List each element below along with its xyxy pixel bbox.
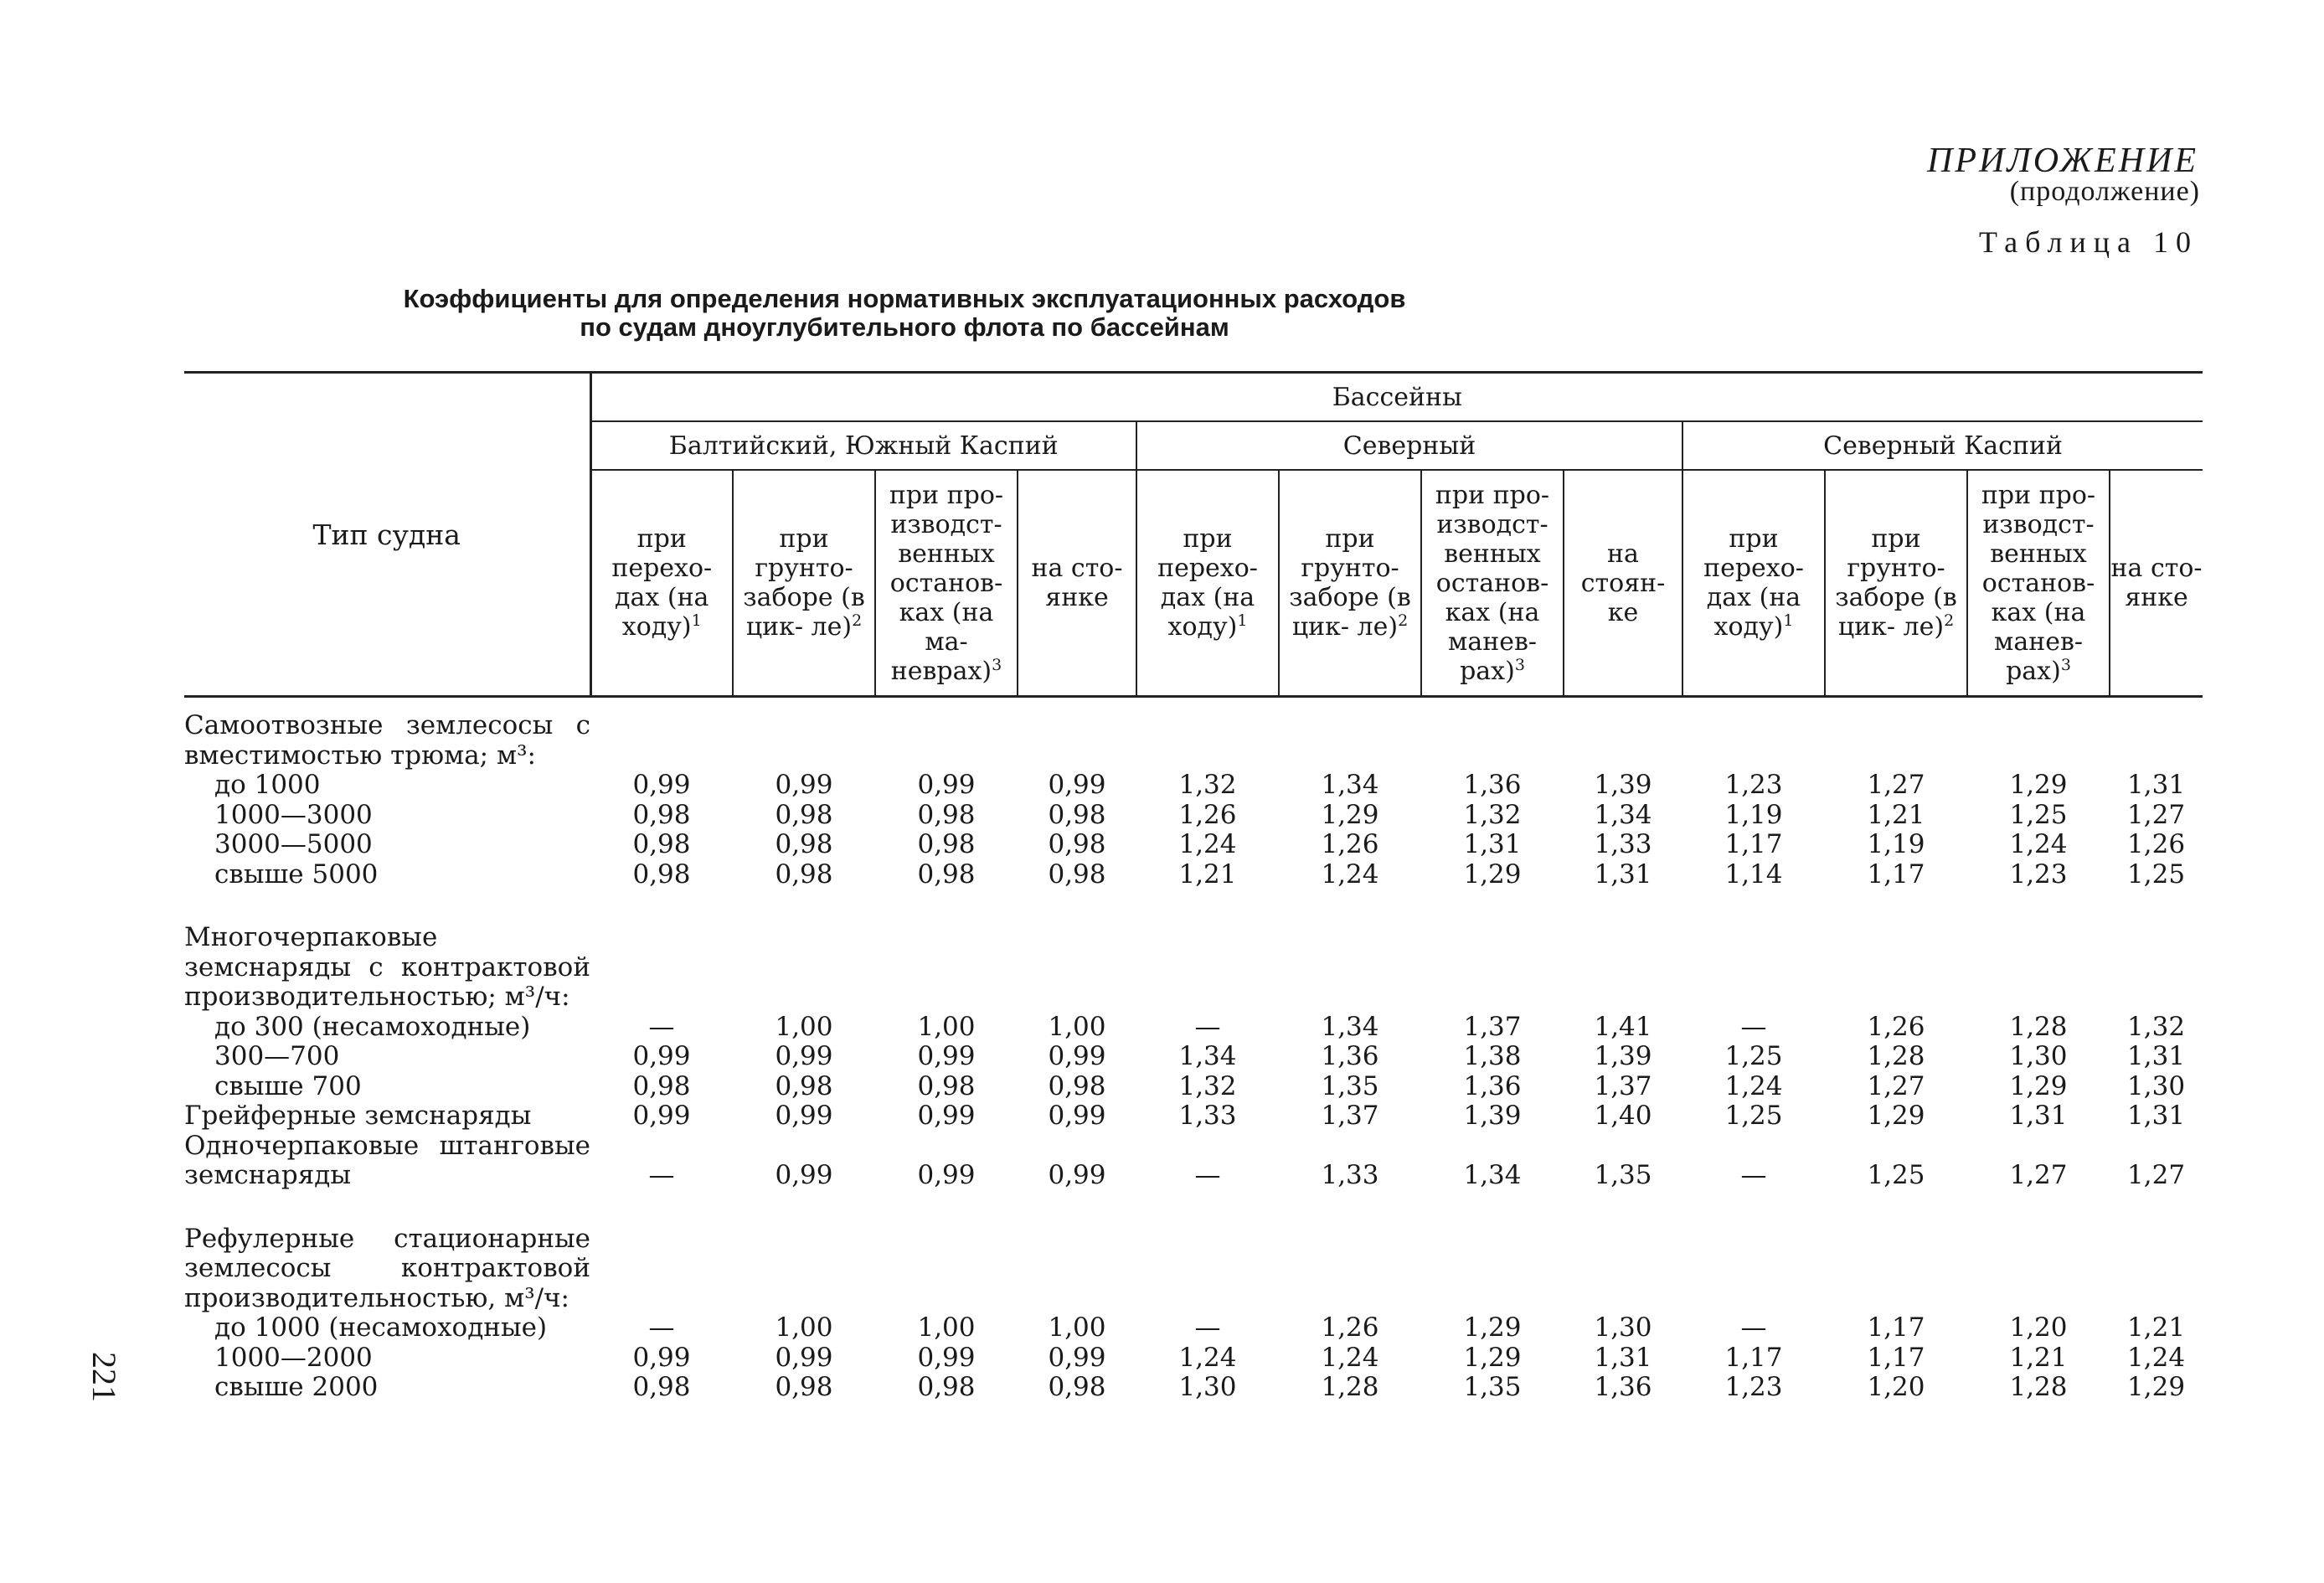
section-title: Самоотвозные землесосы с вместимостью трюма; м³: [184, 710, 590, 771]
value-cell: 1,21 [1867, 799, 1925, 830]
row-label: свыше 700 [214, 1070, 362, 1101]
row-label: 1000—3000 [214, 799, 373, 830]
subheader-g2-0 [1136, 470, 1279, 697]
value-cell: 1,37 [1594, 1070, 1652, 1101]
value-cell: 1,26 [1321, 1312, 1379, 1343]
value-cell: 1,32 [2127, 1011, 2186, 1042]
value-cell: 0,98 [917, 1070, 976, 1101]
value-cell: 1,00 [1048, 1011, 1106, 1042]
group-header-north: Северный [1136, 421, 1682, 470]
spacer-cell [184, 1191, 2203, 1225]
value-cell: 1,28 [1321, 1372, 1379, 1402]
value-cell: 1,17 [1867, 859, 1925, 889]
page-number: 221 [85, 1352, 123, 1402]
caption-line-2: по судам дноуглубительного флота по бассейнам [580, 312, 1229, 342]
value-cell: — [1740, 1312, 1767, 1343]
value-cell: 1,17 [1867, 1312, 1925, 1343]
value-cell: 0,98 [1048, 859, 1106, 889]
row-label: до 1000 [214, 770, 321, 800]
value-cell: 1,34 [1463, 1160, 1522, 1190]
value-cell: — [1194, 1312, 1221, 1343]
table-header [184, 373, 2203, 697]
value-cell: 1,21 [1178, 859, 1237, 889]
value-cell: 1,34 [1178, 1041, 1237, 1071]
row-label: до 300 (несамоходные) [214, 1011, 531, 1042]
appendix-title: ПРИЛОЖЕНИЕ [1927, 142, 2198, 180]
value-cell: 0,98 [917, 859, 976, 889]
value-cell: 1,24 [1321, 1342, 1379, 1373]
value-cell: 1,37 [1321, 1101, 1379, 1131]
value-cell: 0,99 [917, 1342, 976, 1373]
table-row [184, 1343, 2203, 1374]
value-cell: 1,32 [1463, 799, 1522, 830]
value-cell: 1,33 [1178, 1101, 1237, 1131]
value-cell: 1,30 [2009, 1041, 2068, 1071]
value-cell: 1,26 [1867, 1011, 1925, 1042]
value-cell: 1,26 [1178, 799, 1237, 830]
section-title-row [184, 711, 2203, 771]
subheader-g3-3 [2110, 470, 2203, 697]
value-cell: 1,33 [1594, 829, 1652, 859]
value-cell: 1,28 [2009, 1011, 2068, 1042]
value-cell: 0,98 [775, 859, 833, 889]
value-cell: — [1194, 1011, 1221, 1042]
value-cell: 1,27 [2127, 1160, 2186, 1190]
value-cell: 1,29 [1321, 799, 1379, 830]
footnote-marker: 1 [691, 611, 702, 630]
section-title-filler [590, 923, 2203, 1013]
value-cell: 1,17 [1724, 829, 1783, 859]
value-cell: 1,36 [1321, 1041, 1379, 1071]
row-label: Одночерпаковые штанговые земснаряды [184, 1130, 590, 1190]
value-cell: 0,98 [1048, 799, 1106, 830]
group-header-north-caspian: Северный Каспий [1682, 421, 2203, 470]
subheader-text: при перехо- дах (на ходу) [1157, 524, 1258, 642]
value-cell: 1,17 [1867, 1342, 1925, 1373]
caption-line-1: Коэффициенты для определения нормативных эксплуатационных расходов [403, 284, 1406, 313]
value-cell: 1,30 [1594, 1312, 1652, 1343]
value-cell: 0,99 [775, 1041, 833, 1071]
value-cell: 0,98 [632, 1372, 691, 1402]
subheader-g1-0 [590, 470, 733, 697]
value-cell: 1,27 [2127, 799, 2186, 830]
value-cell: 0,98 [775, 1070, 833, 1101]
value-cell: 1,24 [1178, 829, 1237, 859]
footnote-marker: 2 [1398, 611, 1409, 630]
value-cell: 0,98 [1048, 1070, 1106, 1101]
table-caption [184, 285, 1625, 342]
section-title-filler [590, 1225, 2203, 1314]
value-cell: 1,26 [2127, 829, 2186, 859]
value-cell: 1,20 [2009, 1312, 2068, 1343]
value-cell: 1,19 [1724, 799, 1783, 830]
value-cell: — [648, 1011, 675, 1042]
value-cell: 1,36 [1463, 770, 1522, 800]
footnote-marker: 2 [852, 611, 863, 630]
section-title-row [184, 923, 2203, 1013]
value-cell: 1,40 [1594, 1101, 1652, 1131]
value-cell: 1,29 [1463, 1312, 1522, 1343]
value-cell: 0,99 [1048, 1041, 1106, 1071]
group-header-baltic: Балтийский, Южный Каспий [590, 421, 1136, 470]
table-number: Таблица 10 [1979, 225, 2198, 259]
value-cell: 0,98 [632, 1070, 691, 1101]
value-cell: 0,98 [775, 1372, 833, 1402]
value-cell: 0,99 [917, 770, 976, 800]
table-row [184, 860, 2203, 890]
value-cell: 1,23 [1724, 1372, 1783, 1402]
row-label: Грейферные земснаряды [184, 1101, 532, 1131]
row-label: свыше 5000 [214, 859, 379, 889]
value-cell: — [1194, 1160, 1221, 1190]
subheader-g1-1 [733, 470, 875, 697]
section-title: Многочерпаковые земснаряды с контрактовой производительностью; м³/ч: [184, 922, 590, 1012]
value-cell: 1,24 [1724, 1070, 1783, 1101]
value-cell: 1,00 [775, 1312, 833, 1343]
footnote-marker: 3 [992, 655, 1002, 674]
table-row [184, 1072, 2203, 1102]
value-cell: 1,25 [2127, 859, 2186, 889]
value-cell: 1,19 [1867, 829, 1925, 859]
value-cell: 1,23 [1724, 770, 1783, 800]
subheader-g2-1 [1279, 470, 1421, 697]
row-label: до 1000 (несамоходные) [214, 1312, 548, 1343]
table-row [184, 1013, 2203, 1043]
value-cell: 0,99 [775, 770, 833, 800]
section-title: Рефулерные стационарные землесосы контрактовой производительностью, м³/ч: [184, 1223, 590, 1313]
subheader-text: при про- изводст- венных останов- ках (на ма- неврах) [889, 480, 1004, 686]
table-row [184, 801, 2203, 831]
subheader-text: при грунто- заборе (в цик- ле) [1289, 524, 1411, 642]
subheader-text: на сто- янке [1031, 554, 1123, 612]
value-cell: 1,29 [2009, 770, 2068, 800]
value-cell: 0,99 [632, 1041, 691, 1071]
value-cell: 0,98 [917, 1372, 976, 1402]
value-cell: 1,27 [1867, 1070, 1925, 1101]
spacer-cell [184, 697, 2203, 712]
value-cell: 1,35 [1463, 1372, 1522, 1402]
value-cell: 1,31 [2127, 1041, 2186, 1071]
value-cell: 0,99 [632, 770, 691, 800]
value-cell: — [648, 1312, 675, 1343]
section-title-row [184, 1225, 2203, 1314]
table-body [184, 697, 2203, 1403]
value-cell: 1,32 [1178, 1070, 1237, 1101]
value-cell: 1,00 [917, 1011, 976, 1042]
value-cell: 0,98 [917, 829, 976, 859]
value-cell: — [1740, 1011, 1767, 1042]
value-cell: 1,31 [2127, 1101, 2186, 1131]
footnote-marker: 1 [1237, 611, 1248, 630]
row-label: 3000—5000 [214, 829, 373, 859]
table-row [184, 1313, 2203, 1343]
value-cell: 0,98 [1048, 1372, 1106, 1402]
subheader-g3-1 [1825, 470, 1967, 697]
footnote-marker: 3 [1514, 655, 1525, 674]
subheader-text: при грунто- заборе (в цик- ле) [1835, 524, 1957, 642]
value-cell: 0,99 [775, 1342, 833, 1373]
value-cell: 1,00 [917, 1312, 976, 1343]
footnote-marker: 2 [1944, 611, 1955, 630]
value-cell: 1,21 [2009, 1342, 2068, 1373]
subheader-g3-0 [1682, 470, 1825, 697]
table-row [184, 830, 2203, 860]
value-cell: 1,31 [2009, 1101, 2068, 1131]
value-cell: 1,24 [1321, 859, 1379, 889]
table-row [184, 771, 2203, 801]
value-cell: 0,98 [632, 829, 691, 859]
value-cell: 1,37 [1463, 1011, 1522, 1042]
value-cell: 1,36 [1594, 1372, 1652, 1402]
value-cell: 0,99 [1048, 1342, 1106, 1373]
value-cell: 1,34 [1321, 770, 1379, 800]
table-row [184, 1132, 2203, 1191]
table-row [184, 1042, 2203, 1072]
value-cell: 1,24 [1178, 1342, 1237, 1373]
subheader-text: при про- изводст- венных останов- ках (на манев- рах) [1435, 480, 1550, 686]
value-cell: 1,39 [1463, 1101, 1522, 1131]
spacer-row [184, 1191, 2203, 1225]
subheader-g3-2 [1967, 470, 2110, 697]
value-cell: 0,99 [1048, 770, 1106, 800]
value-cell: 0,98 [917, 799, 976, 830]
value-cell: 0,98 [775, 799, 833, 830]
row-label: 300—700 [214, 1041, 340, 1071]
value-cell: 1,00 [1048, 1312, 1106, 1343]
subheader-text: при перехо- дах (на ходу) [1703, 524, 1804, 642]
row-label: 1000—2000 [214, 1342, 373, 1373]
value-cell: 1,21 [2127, 1312, 2186, 1343]
value-cell: 1,28 [2009, 1372, 2068, 1402]
value-cell: 1,31 [2127, 770, 2186, 800]
subheader-g1-2 [875, 470, 1018, 697]
subheader-g2-3 [1564, 470, 1682, 697]
spacer-cell [184, 889, 2203, 923]
value-cell: 1,24 [2127, 1342, 2186, 1373]
value-cell: 1,34 [1321, 1011, 1379, 1042]
value-cell: 1,36 [1463, 1070, 1522, 1101]
spacer-row [184, 889, 2203, 923]
value-cell: 1,23 [2009, 859, 2068, 889]
subheader-text: при перехо- дах (на ходу) [611, 524, 713, 642]
value-cell: 0,98 [775, 829, 833, 859]
value-cell: 0,99 [917, 1041, 976, 1071]
value-cell: 0,99 [632, 1342, 691, 1373]
value-cell: 1,39 [1594, 770, 1652, 800]
subheader-g1-3 [1018, 470, 1136, 697]
value-cell: 1,14 [1724, 859, 1783, 889]
value-cell: — [1740, 1160, 1767, 1190]
value-cell: 0,99 [632, 1101, 691, 1131]
subheader-text: при грунто- заборе (в цик- ле) [743, 524, 865, 642]
value-cell: 1,29 [2127, 1372, 2186, 1402]
value-cell: 1,00 [775, 1011, 833, 1042]
value-cell: 1,39 [1594, 1041, 1652, 1071]
value-cell: 1,31 [1463, 829, 1522, 859]
value-cell: 1,26 [1321, 829, 1379, 859]
value-cell: 1,33 [1321, 1160, 1379, 1190]
value-cell: 0,99 [1048, 1160, 1106, 1190]
value-cell: 1,25 [1724, 1041, 1783, 1071]
value-cell: 1,32 [1178, 770, 1237, 800]
value-cell: 1,27 [2009, 1160, 2068, 1190]
subheader-text: на сто- янке [2110, 554, 2203, 612]
section-title-filler [590, 711, 2203, 771]
subheader-text: на стоян- ке [1580, 539, 1666, 627]
value-cell: 0,98 [632, 799, 691, 830]
value-cell: 0,99 [1048, 1101, 1106, 1131]
value-cell: — [648, 1160, 675, 1190]
value-cell: 1,34 [1594, 799, 1652, 830]
value-cell: 1,25 [1724, 1101, 1783, 1131]
row-label: свыше 2000 [214, 1372, 379, 1402]
value-cell: 1,35 [1321, 1070, 1379, 1101]
value-cell: 0,99 [917, 1101, 976, 1131]
value-cell: 1,29 [1463, 859, 1522, 889]
value-cell: 1,27 [1867, 770, 1925, 800]
value-cell: 1,17 [1724, 1342, 1783, 1373]
value-cell: 0,98 [1048, 829, 1106, 859]
value-cell: 1,35 [1594, 1160, 1652, 1190]
value-cell: 1,25 [1867, 1160, 1925, 1190]
table-row [184, 1101, 2203, 1132]
basins-header: Бассейны [590, 373, 2203, 422]
appendix-continuation: (продолжение) [2009, 176, 2200, 207]
value-cell: 1,29 [2009, 1070, 2068, 1101]
value-cell: 1,30 [1178, 1372, 1237, 1402]
type-header: Тип судна [184, 373, 590, 697]
value-cell: 1,38 [1463, 1041, 1522, 1071]
value-cell: 1,31 [1594, 1342, 1652, 1373]
value-cell: 1,31 [1594, 859, 1652, 889]
value-cell: 0,99 [917, 1160, 976, 1190]
table-row [184, 1373, 2203, 1403]
footnote-marker: 3 [2060, 655, 2071, 674]
spacer-row [184, 697, 2203, 712]
value-cell: 0,99 [775, 1101, 833, 1131]
subheader-text: при про- изводст- венных останов- ках (на манев- рах) [1981, 480, 2096, 686]
value-cell: 1,29 [1463, 1342, 1522, 1373]
value-cell: 1,41 [1594, 1011, 1652, 1042]
footnote-marker: 1 [1783, 611, 1794, 630]
value-cell: 1,24 [2009, 829, 2068, 859]
value-cell: 1,29 [1867, 1101, 1925, 1131]
coefficients-table [184, 371, 2203, 1403]
value-cell: 1,25 [2009, 799, 2068, 830]
value-cell: 1,20 [1867, 1372, 1925, 1402]
value-cell: 0,99 [775, 1160, 833, 1190]
value-cell: 1,30 [2127, 1070, 2186, 1101]
value-cell: 1,28 [1867, 1041, 1925, 1071]
value-cell: 0,98 [632, 859, 691, 889]
subheader-g2-2 [1421, 470, 1564, 697]
